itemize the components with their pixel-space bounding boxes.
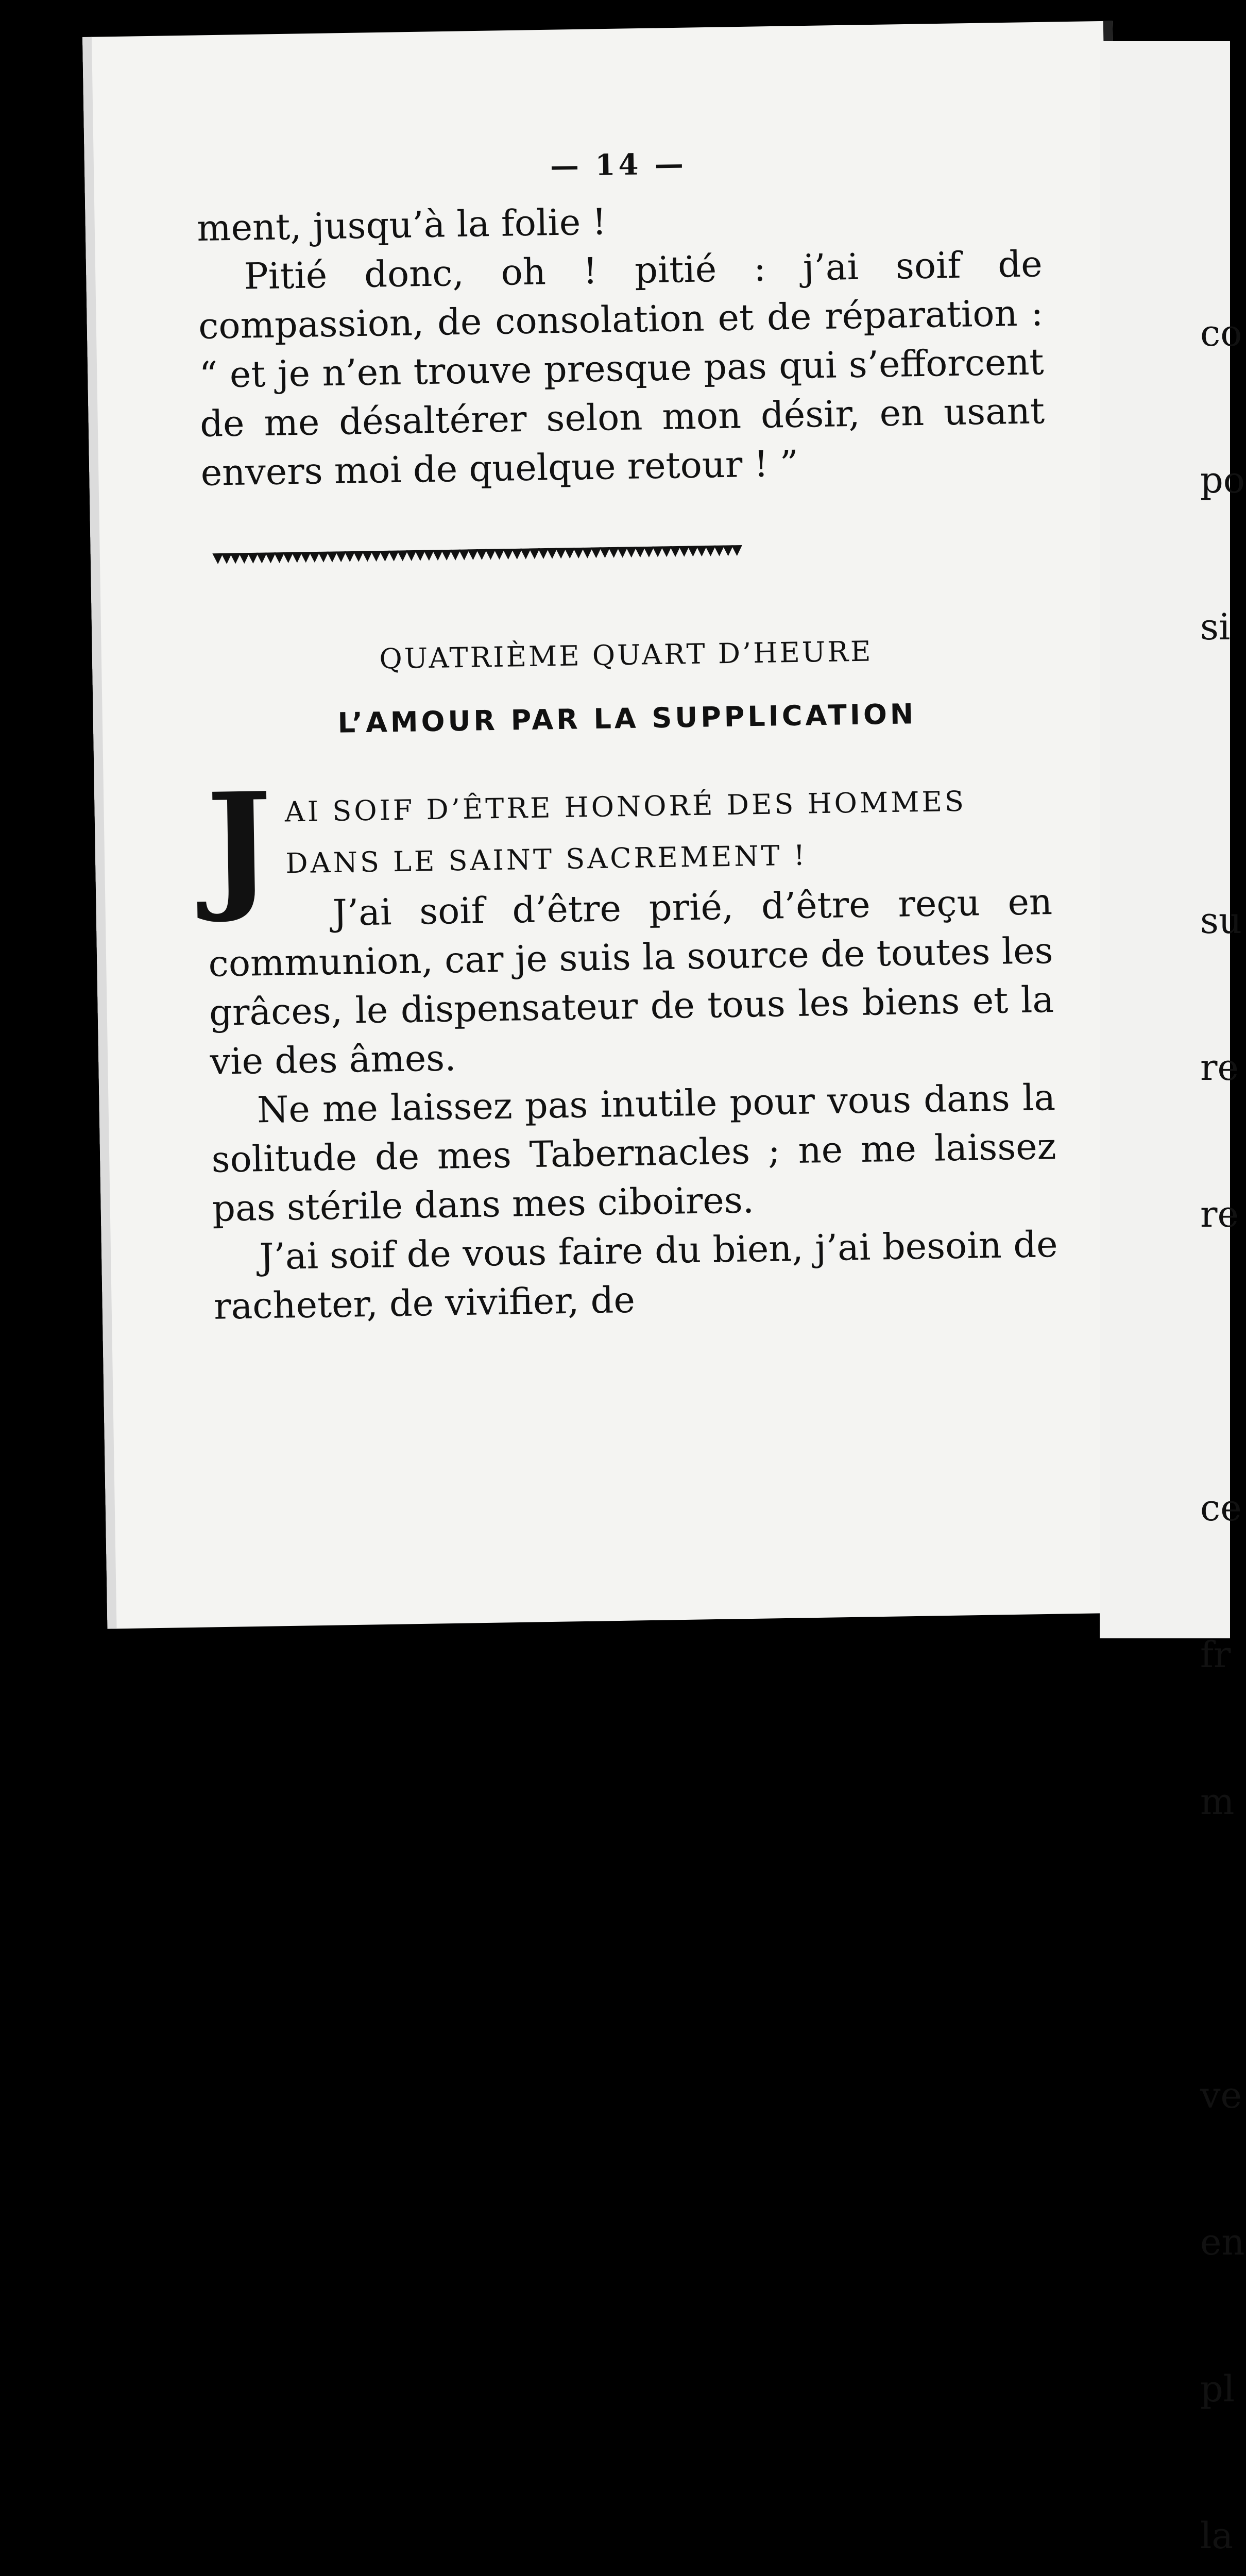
fragment-line: ve: [1200, 2074, 1242, 2116]
fragment-line: fr: [1200, 1634, 1231, 1676]
drop-cap: J: [205, 761, 274, 926]
paragraph-soif-prie: J’ai soif d’être prié, d’être reçu en communion, car je suis la source de toutes les grâces, le dispensateur de tous les biens et la vie des âmes.: [208, 880, 1054, 1083]
page-number: — 14 —: [550, 147, 687, 183]
fragment-line: [1200, 1924, 1246, 1973]
fragment-line: la: [1200, 2515, 1234, 2557]
fragment-line: re: [1200, 1046, 1239, 1089]
fragment-line: m: [1200, 1781, 1235, 1823]
fragment-line: [1200, 1337, 1246, 1386]
page-text: [196, 141, 1059, 1331]
section-heading: QUATRIÈME QUART D’HEURE: [379, 635, 873, 675]
fragment-line: po: [1200, 459, 1245, 501]
fragment-line: [1200, 750, 1246, 799]
continuation-text: ment, jusqu’à la folie !: [196, 200, 607, 249]
fragment-line: su: [1200, 900, 1242, 942]
ornamental-divider: ▾▾▾▾▾▾▾▾▾▾▾▾▾▾▾▾▾▾▾▾▾▾▾▾▾▾▾▾▾▾▾▾▾▾▾▾▾▾▾▾▾▾▾▾▾▾▾▾▾▾▾▾▾▾▾▾▾▾▾▾: [212, 536, 741, 570]
fragment-line: en: [1200, 2221, 1245, 2263]
fragment-line: re: [1200, 1193, 1239, 1235]
fragment-line: ce: [1200, 1487, 1242, 1529]
facing-page-fragments: [1200, 211, 1246, 2576]
opening-small-caps: AI SOIF D’ÊTRE HONORÉ DES HOMMES DANS LE SAINT SACREMENT !: [284, 785, 967, 880]
paragraph-faire-du-bien: J’ai soif de vous faire du bien, j’ai besoin de racheter, de vivifier, de: [213, 1223, 1059, 1328]
fragment-line: si: [1200, 606, 1231, 648]
section-subheading: L’AMOUR PAR LA SUPPLICATION: [337, 698, 917, 739]
paragraph-tabernacles: Ne me laissez pas inutile pour vous dans la solitude de mes Tabernacles ; ne me laissez pas stérile dans mes ciboires.: [211, 1076, 1057, 1230]
opening-paragraph: [205, 761, 1052, 926]
fragment-line: co: [1200, 312, 1242, 354]
fragment-line: pl: [1200, 2368, 1235, 2410]
paragraph-pitie: Pitié donc, oh ! pitié : j’ai soif de compassion, de consolation et de réparation : “ et je n’en trouve presque pas qui s’efforcent de me désaltérer selon mon désir, en usant envers moi de quelque retour ! ”: [198, 243, 1045, 494]
